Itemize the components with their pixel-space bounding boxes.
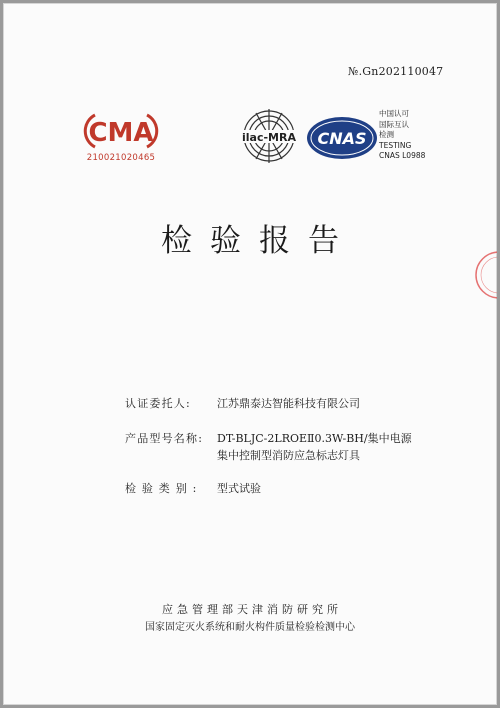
product-name-value: 集中控制型消防应急标志灯具 xyxy=(217,449,360,462)
test-center-name: 国家固定灭火系统和耐火构件质量检验检测中心 xyxy=(145,622,355,633)
cnas-line: 国际互认 xyxy=(379,119,409,129)
report-info xyxy=(3,3,497,705)
cnas-line: CNAS L0988 xyxy=(379,151,426,160)
report-cover-page xyxy=(3,3,497,705)
cnas-line: 中国认可 xyxy=(379,109,409,118)
product-model-value: DT-BLJC-2LROEⅡ0.3W-BH/集中电源 xyxy=(217,432,412,445)
cnas-line: TESTING xyxy=(379,140,412,150)
cma-logo-text: CMA xyxy=(88,118,154,148)
client-value: 江苏鼎泰达智能科技有限公司 xyxy=(217,397,360,410)
cnas-logo-text: CNAS xyxy=(317,129,367,148)
cma-code: 210021020465 xyxy=(86,153,156,163)
test-category-value: 型式试验 xyxy=(217,482,261,495)
report-number: №.Gn202110047 xyxy=(348,65,444,78)
institute-name: 应急管理部天津消防研究所 xyxy=(162,603,342,616)
client-label: 认证委托人: xyxy=(125,397,191,410)
product-model-label: 产品型号名称: xyxy=(125,432,204,445)
cnas-line: 检测 xyxy=(379,130,394,139)
report-title: 检验报告 xyxy=(161,223,357,259)
test-category-label: 检 验 类 别 : xyxy=(125,482,198,495)
ilac-logo-text: ilac-MRA xyxy=(242,131,296,144)
